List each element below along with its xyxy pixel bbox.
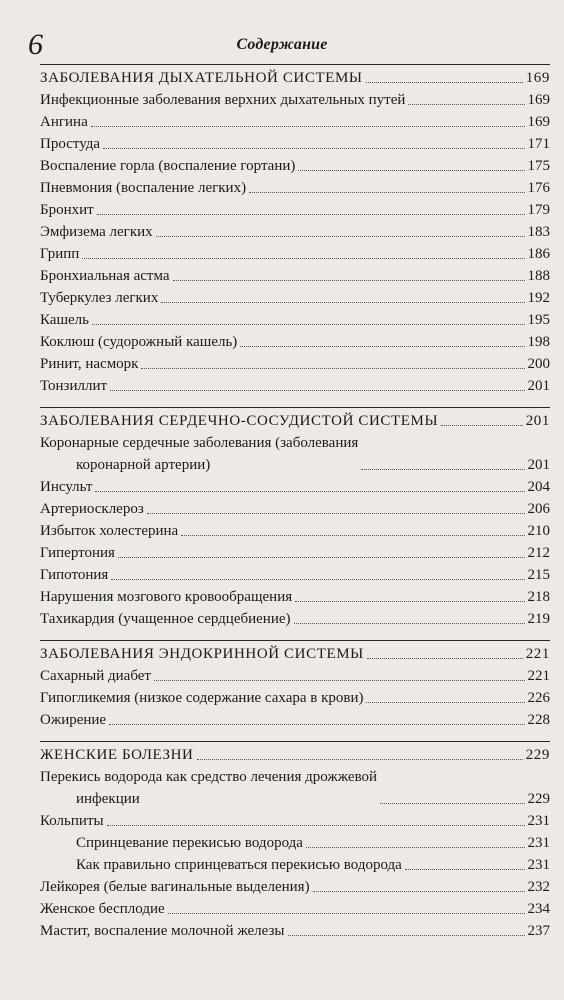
toc-entry (40, 111, 550, 133)
dot-leader (97, 213, 525, 215)
entry-page-number: 188 (527, 268, 550, 284)
entry-title: Артериосклероз (40, 501, 144, 517)
toc-entry (40, 920, 550, 942)
entry-page-number: 179 (527, 202, 550, 218)
entry-page-number: 218 (527, 589, 550, 605)
dot-leader (168, 912, 525, 914)
entry-title: Нарушения мозгового кровообращения (40, 589, 293, 605)
toc-entry (40, 876, 550, 898)
entry-title: Лейкорея (белые вагинальные выделения) (40, 879, 310, 895)
dot-leader (181, 534, 524, 536)
dot-leader (82, 257, 524, 259)
entry-title: Бронхиальная астма (40, 268, 170, 284)
entry-title: Ринит, насморк (40, 356, 139, 372)
entry-page-number: 237 (527, 923, 550, 939)
entry-page-number: 206 (527, 501, 550, 517)
entry-page-number: 169 (527, 92, 550, 108)
dot-leader (173, 279, 525, 281)
toc-entry (40, 542, 550, 564)
toc-entry (40, 498, 550, 520)
dot-leader (313, 890, 525, 892)
dot-leader (107, 824, 525, 826)
dot-leader (109, 723, 524, 725)
entry-page-number: 226 (527, 690, 550, 706)
dot-leader (306, 846, 525, 848)
toc-entry (40, 564, 550, 586)
dot-leader (156, 235, 525, 237)
entry-page-number: 186 (527, 246, 550, 262)
entry-title: Кашель (40, 312, 89, 328)
dot-leader (95, 490, 524, 492)
entry-title: Простуда (40, 136, 101, 152)
entry-title-continuation: инфекции (76, 791, 140, 807)
entry-page-number: 229 (527, 791, 550, 807)
entry-page-number: 234 (527, 901, 550, 917)
entry-title-continuation: коронарной артерии) (76, 457, 211, 473)
running-head: Содержание (236, 36, 328, 53)
entry-title: Туберкулез легких (40, 290, 159, 306)
entry-title: Бронхит (40, 202, 94, 218)
section-heading (40, 410, 550, 432)
entry-page-number: 219 (527, 611, 550, 627)
entry-title: Пневмония (воспаление легких) (40, 180, 247, 196)
dot-leader (147, 512, 525, 514)
section-heading (40, 744, 550, 766)
dot-leader (294, 622, 525, 624)
dot-leader (366, 81, 523, 83)
dot-leader (154, 679, 525, 681)
toc-entry (40, 243, 550, 265)
entry-page-number: 183 (527, 224, 550, 240)
toc-section (40, 407, 550, 630)
entry-title: Коклюш (судорожный кашель) (40, 334, 238, 350)
entry-page-number: 169 (527, 114, 550, 130)
dot-leader (380, 802, 524, 804)
toc-entry (40, 586, 550, 608)
dot-leader (103, 147, 524, 149)
entry-title: Инфекционные заболевания верхних дыхательных путей (40, 92, 406, 108)
entry-title (40, 432, 358, 476)
entry-page-number: 228 (527, 712, 550, 728)
toc-entry (40, 265, 550, 287)
entry-page-number: 221 (527, 668, 550, 684)
entry-page-number: 231 (527, 857, 550, 873)
dot-leader (161, 301, 524, 303)
toc-entry (40, 133, 550, 155)
entry-title: Гипертония (40, 545, 115, 561)
entry-page-number: 195 (527, 312, 550, 328)
entry-title: Тонзиллит (40, 378, 108, 394)
toc-entry (40, 331, 550, 353)
entry-title: Сахарный диабет (40, 668, 151, 684)
entry-title (40, 766, 377, 810)
table-of-contents (40, 64, 550, 942)
entry-title: ЗАБОЛЕВАНИЯ ДЫХАТЕЛЬНОЙ СИСТЕМЫ (40, 70, 363, 86)
entry-page-number: 175 (527, 158, 550, 174)
entry-page-number: 192 (527, 290, 550, 306)
entry-title: Спринцевание перекисью водорода (76, 835, 303, 851)
dot-leader (405, 868, 525, 870)
toc-entry (40, 199, 550, 221)
entry-page-number: 204 (527, 479, 550, 495)
toc-entry (40, 854, 550, 876)
dot-leader (240, 345, 524, 347)
toc-entry (40, 520, 550, 542)
entry-page-number: 221 (525, 646, 550, 662)
entry-title: ЗАБОЛЕВАНИЯ СЕРДЕЧНО-СОСУДИСТОЙ СИСТЕМЫ (40, 413, 439, 429)
dot-leader (295, 600, 524, 602)
dot-leader (92, 323, 525, 325)
entry-page-number: 171 (527, 136, 550, 152)
toc-entry (40, 177, 550, 199)
dot-leader (197, 758, 523, 760)
section-heading (40, 643, 550, 665)
toc-section (40, 741, 550, 942)
entry-title: Гипотония (40, 567, 109, 583)
entry-title: ЖЕНСКИЕ БОЛЕЗНИ (40, 747, 194, 763)
dot-leader (118, 556, 525, 558)
toc-entry (40, 353, 550, 375)
entry-page-number: 169 (525, 70, 550, 86)
toc-entry (40, 155, 550, 177)
entry-page-number: 210 (527, 523, 550, 539)
entry-title-line: Перекись водорода как средство лечения дрожжевой (40, 769, 378, 785)
dot-leader (366, 701, 524, 703)
dot-leader (91, 125, 525, 127)
toc-entry (40, 432, 550, 476)
toc-entry (40, 309, 550, 331)
toc-entry (40, 709, 550, 731)
entry-page-number: 200 (527, 356, 550, 372)
entry-page-number: 201 (527, 457, 550, 473)
entry-title: Воспаление горла (воспаление гортани) (40, 158, 296, 174)
toc-entry (40, 832, 550, 854)
page-number: 6 (28, 28, 43, 61)
entry-title: Женское бесплодие (40, 901, 165, 917)
entry-title: ЗАБОЛЕВАНИЯ ЭНДОКРИННОЙ СИСТЕМЫ (40, 646, 364, 662)
entry-title: Ожирение (40, 712, 107, 728)
dot-leader (441, 424, 523, 426)
toc-entry (40, 287, 550, 309)
entry-page-number: 231 (527, 813, 550, 829)
entry-page-number: 231 (527, 835, 550, 851)
entry-title: Гипогликемия (низкое содержание сахара в крови) (40, 690, 364, 706)
toc-entry (40, 766, 550, 810)
entry-title: Эмфизема легких (40, 224, 153, 240)
entry-title: Как правильно спринцеваться перекисью водорода (76, 857, 402, 873)
entry-title: Ангина (40, 114, 88, 130)
toc-entry (40, 89, 550, 111)
entry-title: Тахикардия (учащенное сердцебиение) (40, 611, 291, 627)
dot-leader (141, 367, 524, 369)
dot-leader (110, 389, 524, 391)
dot-leader (249, 191, 524, 193)
toc-entry (40, 476, 550, 498)
toc-entry (40, 221, 550, 243)
entry-page-number: 198 (527, 334, 550, 350)
entry-title: Инсульт (40, 479, 93, 495)
entry-page-number: 201 (527, 378, 550, 394)
toc-entry (40, 608, 550, 630)
entry-title: Кольпиты (40, 813, 104, 829)
dot-leader (361, 468, 524, 470)
toc-section (40, 640, 550, 731)
entry-title: Мастит, воспаление молочной железы (40, 923, 285, 939)
toc-section (40, 64, 550, 397)
toc-entry (40, 375, 550, 397)
entry-title: Избыток холестерина (40, 523, 179, 539)
entry-page-number: 229 (525, 747, 550, 763)
entry-title-line: Коронарные сердечные заболевания (заболевания (40, 435, 359, 451)
toc-entry (40, 687, 550, 709)
dot-leader (298, 169, 524, 171)
toc-entry (40, 810, 550, 832)
entry-page-number: 215 (527, 567, 550, 583)
entry-page-number: 232 (527, 879, 550, 895)
entry-page-number: 201 (525, 413, 550, 429)
entry-page-number: 176 (527, 180, 550, 196)
dot-leader (408, 103, 524, 105)
section-heading (40, 67, 550, 89)
dot-leader (111, 578, 524, 580)
toc-entry (40, 898, 550, 920)
dot-leader (288, 934, 525, 936)
dot-leader (367, 657, 523, 659)
entry-title: Грипп (40, 246, 80, 262)
entry-page-number: 212 (527, 545, 550, 561)
toc-entry (40, 665, 550, 687)
